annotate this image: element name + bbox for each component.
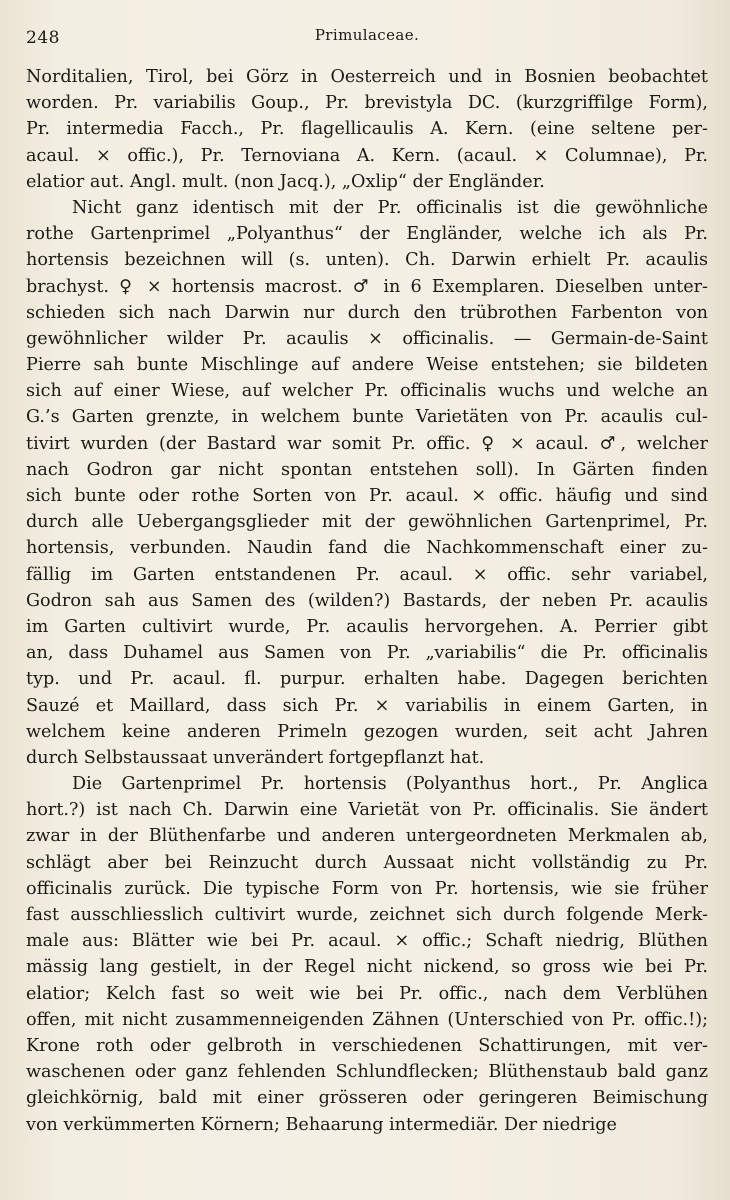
text-line: officinalis zurück. Die typische Form von Pr. hortensis, wie sie früher — [26, 878, 708, 899]
text-line: zwar in der Blüthenfarbe und anderen untergeordneten Merkmalen ab, — [26, 826, 708, 847]
text-line: rothe Gartenprimel „Polyanthus“ der Engländer, welche ich als Pr. — [26, 224, 708, 245]
text-line: fällig im Garten entstandenen Pr. acaul. × offic. sehr variabel, — [26, 564, 708, 585]
page-number: 248 — [26, 28, 60, 48]
text-line: gewöhnlicher wilder Pr. acaulis × officinalis. — Germain-de-Saint — [26, 328, 708, 349]
running-title: Primulaceae. — [314, 26, 420, 44]
body-text — [26, 64, 708, 1138]
page-header — [26, 26, 708, 50]
text-line: tivirt wurden (der Bastard war somit Pr. offic. ♀ × acaul. ♂, welcher — [26, 433, 708, 454]
text-line: mässig lang gestielt, in der Regel nicht nickend, so gross wie bei Pr. — [26, 957, 708, 978]
text-line: Die Gartenprimel Pr. hortensis (Polyanthus hort., Pr. Anglica — [72, 774, 708, 795]
text-line: welchem keine anderen Primeln gezogen wurden, seit acht Jahren — [26, 721, 708, 742]
text-line: durch Selbstaussaat unverändert fortgepflanzt hat. — [26, 747, 485, 768]
text-line: elatior aut. Angl. mult. (non Jacq.), „Oxlip“ der Engländer. — [26, 171, 545, 192]
text-line: male aus: Blätter wie bei Pr. acaul. × offic.; Schaft niedrig, Blüthen — [26, 931, 708, 952]
text-line: schlägt aber bei Reinzucht durch Aussaat nicht vollständig zu Pr. — [26, 852, 708, 873]
text-line: Pr. intermedia Facch., Pr. flagellicaulis A. Kern. (eine seltene per- — [26, 119, 708, 140]
text-line: fast ausschliesslich cultivirt wurde, zeichnet sich durch folgende Merk- — [26, 905, 708, 925]
text-line: Sauzé et Maillard, dass sich Pr. × variabilis in einem Garten, in — [26, 695, 708, 716]
text-line: brachyst. ♀ × hortensis macrost. ♂ in 6 Exemplaren. Dieselben unter- — [26, 276, 708, 297]
text-line: Godron sah aus Samen des (wilden?) Bastards, der neben Pr. acaulis — [26, 590, 708, 611]
text-line: acaul. × offic.), Pr. Ternoviana A. Kern. (acaul. × Columnae), Pr. — [26, 145, 708, 166]
text-line: offen, mit nicht zusammenneigenden Zähnen (Unterschied von Pr. offic.!); — [26, 1009, 708, 1030]
text-line: worden. Pr. variabilis Goup., Pr. brevistyla DC. (kurzgriffilge Form), — [26, 93, 708, 114]
text-line: Pierre sah bunte Mischlinge auf andere Weise entstehen; sie bildeten — [26, 355, 708, 376]
text-line: gleichkörnig, bald mit einer grösseren oder geringeren Beimischung — [26, 1088, 708, 1109]
text-line: hortensis bezeichnen will (s. unten). Ch. Darwin erhielt Pr. acaulis — [26, 250, 708, 271]
text-line: waschenen oder ganz fehlenden Schlundflecken; Blüthenstaub bald ganz — [26, 1062, 708, 1083]
text-line: hort.?) ist nach Ch. Darwin eine Varietät von Pr. officinalis. Sie ändert — [26, 800, 708, 821]
text-line: hortensis, verbunden. Naudin fand die Nachkommenschaft einer zu- — [26, 538, 708, 559]
text-line: schieden sich nach Darwin nur durch den trübrothen Farbenton von — [26, 302, 708, 323]
text-line: an, dass Duhamel aus Samen von Pr. „variabilis“ die Pr. officinalis — [26, 643, 708, 664]
text-line: im Garten cultivirt wurde, Pr. acaulis hervorgehen. A. Perrier gibt — [26, 616, 708, 637]
text-line: nach Godron gar nicht spontan entstehen soll). In Gärten finden — [26, 459, 708, 480]
text-line: von verkümmerten Körnern; Behaarung intermediär. Der niedrige — [26, 1114, 617, 1135]
text-line: Nicht ganz identisch mit der Pr. officinalis ist die gewöhnliche — [72, 197, 708, 218]
text-line: elatior; Kelch fast so weit wie bei Pr. offic., nach dem Verblühen — [26, 983, 708, 1004]
text-line: sich bunte oder rothe Sorten von Pr. acaul. × offic. häufig und sind — [26, 486, 708, 506]
text-line: sich auf einer Wiese, auf welcher Pr. officinalis wuchs und welche an — [26, 381, 708, 402]
text-line: G.’s Garten grenzte, in welchem bunte Varietäten von Pr. acaulis cul- — [26, 407, 708, 428]
text-line: durch alle Uebergangsglieder mit der gewöhnlichen Gartenprimel, Pr. — [26, 512, 708, 533]
text-line: Norditalien, Tirol, bei Görz in Oesterreich und in Bosnien beobachtet — [26, 67, 708, 87]
text-line: Krone roth oder gelbroth in verschiedenen Schattirungen, mit ver- — [26, 1035, 708, 1056]
text-line: typ. und Pr. acaul. fl. purpur. erhalten habe. Dagegen berichten — [26, 669, 708, 690]
